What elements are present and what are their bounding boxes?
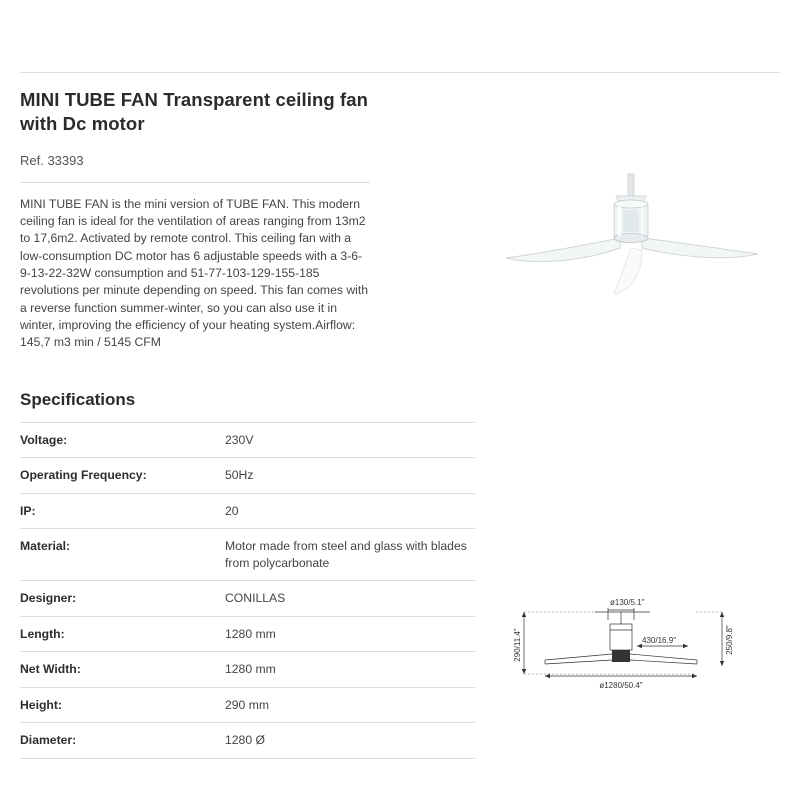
spec-label: Length: (20, 626, 65, 641)
product-info-column (20, 88, 370, 364)
table-row (20, 458, 475, 493)
ceiling-fan-illustration (490, 170, 780, 300)
reference-divider (20, 182, 370, 183)
spec-label: Height: (20, 697, 62, 712)
spec-value: 230V (225, 433, 254, 447)
dim-right-height-label: 250/9.8" (725, 625, 734, 655)
dim-blade-span-label: 430/16.9" (642, 636, 676, 645)
table-row (20, 423, 475, 458)
table-row (20, 581, 475, 616)
specifications-heading: Specifications (20, 390, 136, 409)
spec-value: 1280 mm (225, 626, 276, 641)
table-row (20, 652, 475, 687)
spec-value: 50Hz (225, 468, 254, 483)
dim-left-height-label: 290/11.4" (513, 628, 522, 662)
specifications-table (20, 422, 475, 759)
spec-label: Operating Frequency: (20, 468, 147, 483)
spec-value: 20 (225, 503, 239, 518)
page-title: MINI TUBE FAN Transparent ceiling fan with Dc motor (20, 89, 369, 135)
spec-value: 290 mm (225, 697, 270, 712)
spec-label: Material: (20, 539, 71, 554)
spec-value: 1280 mm (225, 662, 276, 677)
spec-label: Diameter: (20, 733, 77, 748)
header-divider (20, 72, 780, 73)
dimension-drawing (500, 590, 750, 700)
table-row (20, 723, 475, 758)
spec-label: Voltage: (20, 433, 68, 447)
spec-label: Designer: (20, 591, 77, 606)
spec-value: 1280 Ø (225, 733, 265, 748)
product-photo (490, 170, 780, 300)
spec-label: Net Width: (20, 662, 81, 677)
product-reference: Ref. 33393 (20, 152, 84, 168)
dim-top-diameter-label: ø130/5.1" (610, 598, 645, 607)
spec-value: CONILLAS (225, 591, 286, 606)
table-row (20, 616, 475, 651)
spec-value: Motor made from steel and glass with blades from polycarbonate (225, 539, 467, 570)
dimension-diagram-svg (500, 590, 750, 700)
table-row (20, 687, 475, 722)
table-row (20, 529, 475, 581)
spec-label: IP: (20, 503, 36, 518)
dim-bottom-diameter-label: ø1280/50.4" (599, 681, 643, 690)
product-description: MINI TUBE FAN is the mini version of TUBE FAN. This modern ceiling fan is ideal for the ventilation of areas ranging from 13m2 to 17,6m2. Activated by remote control. This ceiling fan with a low-consumption DC motor has 6 adjustable speeds with a 3-6-9-13-22-32W consumption and 51-77-103-129-155-185 revolutions per minute depending on speed. This fan comes with a reverse function summer-winter, so you can also use it in winter, improving the efficiency of your heating system.Airflow: 145,7 m3 min / 5145 CFM (20, 196, 369, 350)
table-row (20, 493, 475, 528)
